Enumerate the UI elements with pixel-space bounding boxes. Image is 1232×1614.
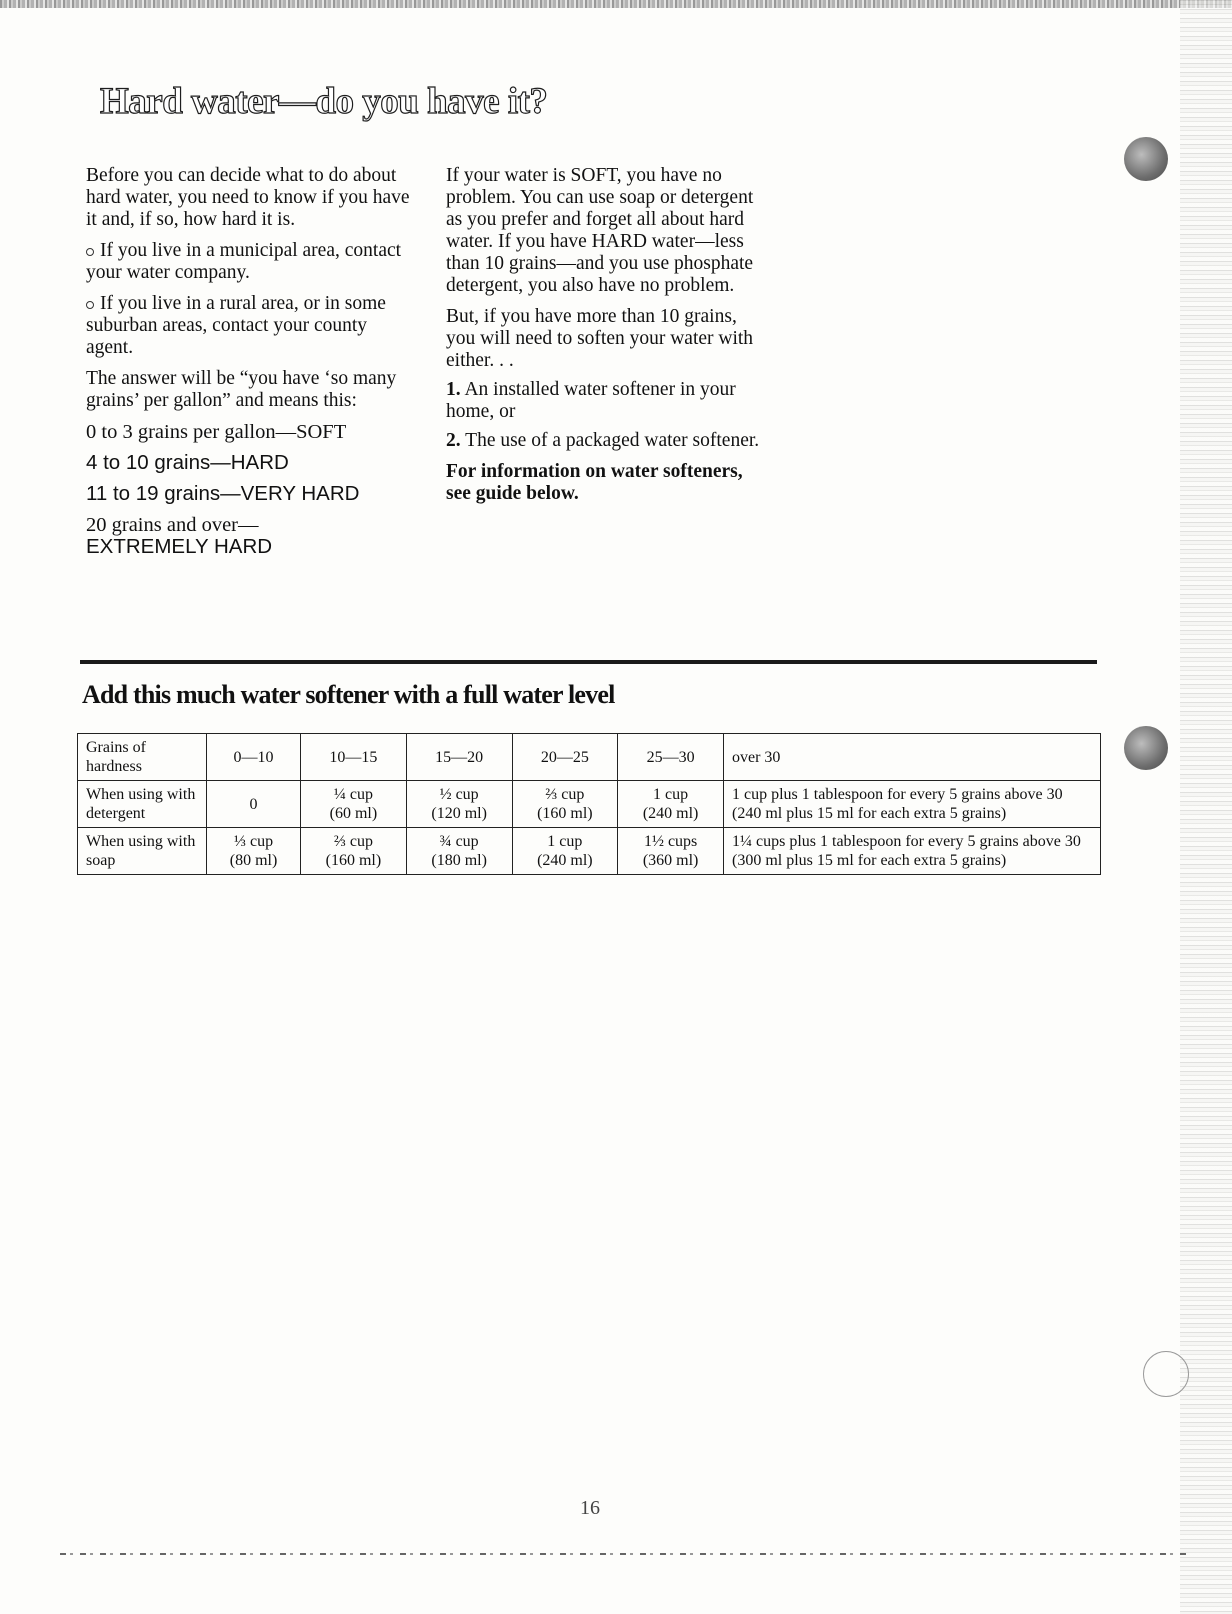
cell-amount: 0	[249, 795, 258, 813]
cell-metric: (240 ml)	[537, 852, 593, 869]
page-title: Hard water—do you have it?	[100, 81, 548, 122]
table-heading: Add this much water softener with a full water level	[82, 680, 615, 709]
cell-amount: ¾ cup	[439, 833, 479, 850]
header-15-20: 15—20	[406, 734, 512, 781]
option-1-text: An installed water softener in your home, or	[446, 379, 736, 422]
scan-edge-bottom	[60, 1553, 1190, 1555]
table-cell	[301, 781, 407, 828]
table-cell	[207, 828, 301, 875]
row-label-soap: When using with soap	[78, 828, 207, 875]
cell-metric: (180 ml)	[431, 852, 487, 869]
option-2-number: 2.	[446, 430, 461, 451]
scale-very-hard: 11 to 19 grains—VERY HARD	[86, 482, 360, 505]
scale-extreme: 20 grains and over—	[86, 514, 259, 536]
table-cell	[618, 828, 724, 875]
cell-metric: (360 ml)	[642, 852, 699, 869]
cell-amount: ½ cup	[439, 786, 479, 803]
cell-metric: (120 ml)	[431, 805, 487, 822]
cell-amount: ¼ cup	[333, 786, 373, 803]
cell-metric: (160 ml)	[537, 805, 593, 822]
cell-over-30: 1 cup plus 1 tablespoon for every 5 grains above 30 (240 ml plus 15 ml for each extra 5 grains)	[724, 781, 1101, 828]
cell-amount: 1 cup	[547, 833, 583, 850]
option-1	[446, 379, 766, 423]
binder-hole-icon	[1124, 137, 1168, 181]
table-cell	[512, 781, 618, 828]
scan-edge-top	[0, 0, 1232, 8]
cell-metric: (80 ml)	[229, 852, 278, 869]
header-10-15: 10—15	[301, 734, 407, 781]
left-column	[86, 165, 416, 558]
binder-hole-icon	[1124, 726, 1168, 770]
section-divider	[80, 660, 1097, 664]
cell-amount: 1½ cups	[643, 833, 698, 850]
scale-hard: 4 to 10 grains—HARD	[86, 451, 289, 474]
more-paragraph: But, if you have more than 10 grains, you will need to soften your water with either. . .	[446, 306, 754, 371]
header-20-25: 20—25	[512, 734, 618, 781]
header-over-30: over 30	[724, 734, 1101, 781]
page-number: 16	[580, 1497, 600, 1519]
cell-amount: ⅔ cup	[333, 833, 373, 850]
soft-paragraph: If your water is SOFT, you have no problem. You can use soap or detergent as you prefer and forget all about hard water. If you have HARD water—less than 10 grains—and you use phosphate detergent, you also have no problem.	[446, 165, 754, 296]
table-cell	[207, 781, 301, 828]
header-grains: Grains of hardness	[78, 734, 207, 781]
option-1-number: 1.	[446, 379, 461, 400]
cell-metric: (60 ml)	[329, 805, 378, 822]
cell-amount: ⅔ cup	[545, 786, 585, 803]
cell-amount: ⅓ cup	[233, 833, 274, 850]
intro-paragraph: Before you can decide what to do about hard water, you need to know if you have it and, if so, how hard it is.	[86, 165, 410, 230]
scale-soft: 0 to 3 grains per gallon—SOFT	[86, 421, 347, 443]
cell-over-30: 1¼ cups plus 1 tablespoon for every 5 grains above 30 (300 ml plus 15 ml for each extra 5 grains)	[724, 828, 1101, 875]
bullet-municipal: If you live in a municipal area, contact your water company.	[86, 240, 416, 284]
cell-metric: (160 ml)	[325, 852, 382, 869]
answer-paragraph: The answer will be “you have ‘so many grains’ per gallon” and means this:	[86, 368, 397, 411]
table-cell	[406, 781, 512, 828]
header-0-10: 0—10	[207, 734, 301, 781]
cell-amount: 1 cup	[653, 786, 689, 803]
cell-metric: (240 ml)	[642, 805, 699, 822]
right-column	[446, 165, 766, 505]
table-cell	[512, 828, 618, 875]
option-2	[446, 430, 766, 452]
table-header-row	[78, 734, 1101, 781]
binder-hole-icon	[1143, 1351, 1189, 1397]
softener-table	[77, 733, 1101, 875]
option-2-text: The use of a packaged water softener.	[465, 430, 760, 451]
table-cell	[618, 781, 724, 828]
table-cell	[406, 828, 512, 875]
header-25-30: 25—30	[618, 734, 724, 781]
info-note: For information on water softeners, see guide below.	[446, 461, 743, 504]
bullet-rural: If you live in a rural area, or in some suburban areas, contact your county agent.	[86, 293, 416, 359]
row-label-detergent: When using with detergent	[78, 781, 207, 828]
table-row	[78, 828, 1101, 875]
scale-extreme-label: EXTREMELY HARD	[86, 535, 273, 558]
table-row	[78, 781, 1101, 828]
table-cell	[301, 828, 407, 875]
